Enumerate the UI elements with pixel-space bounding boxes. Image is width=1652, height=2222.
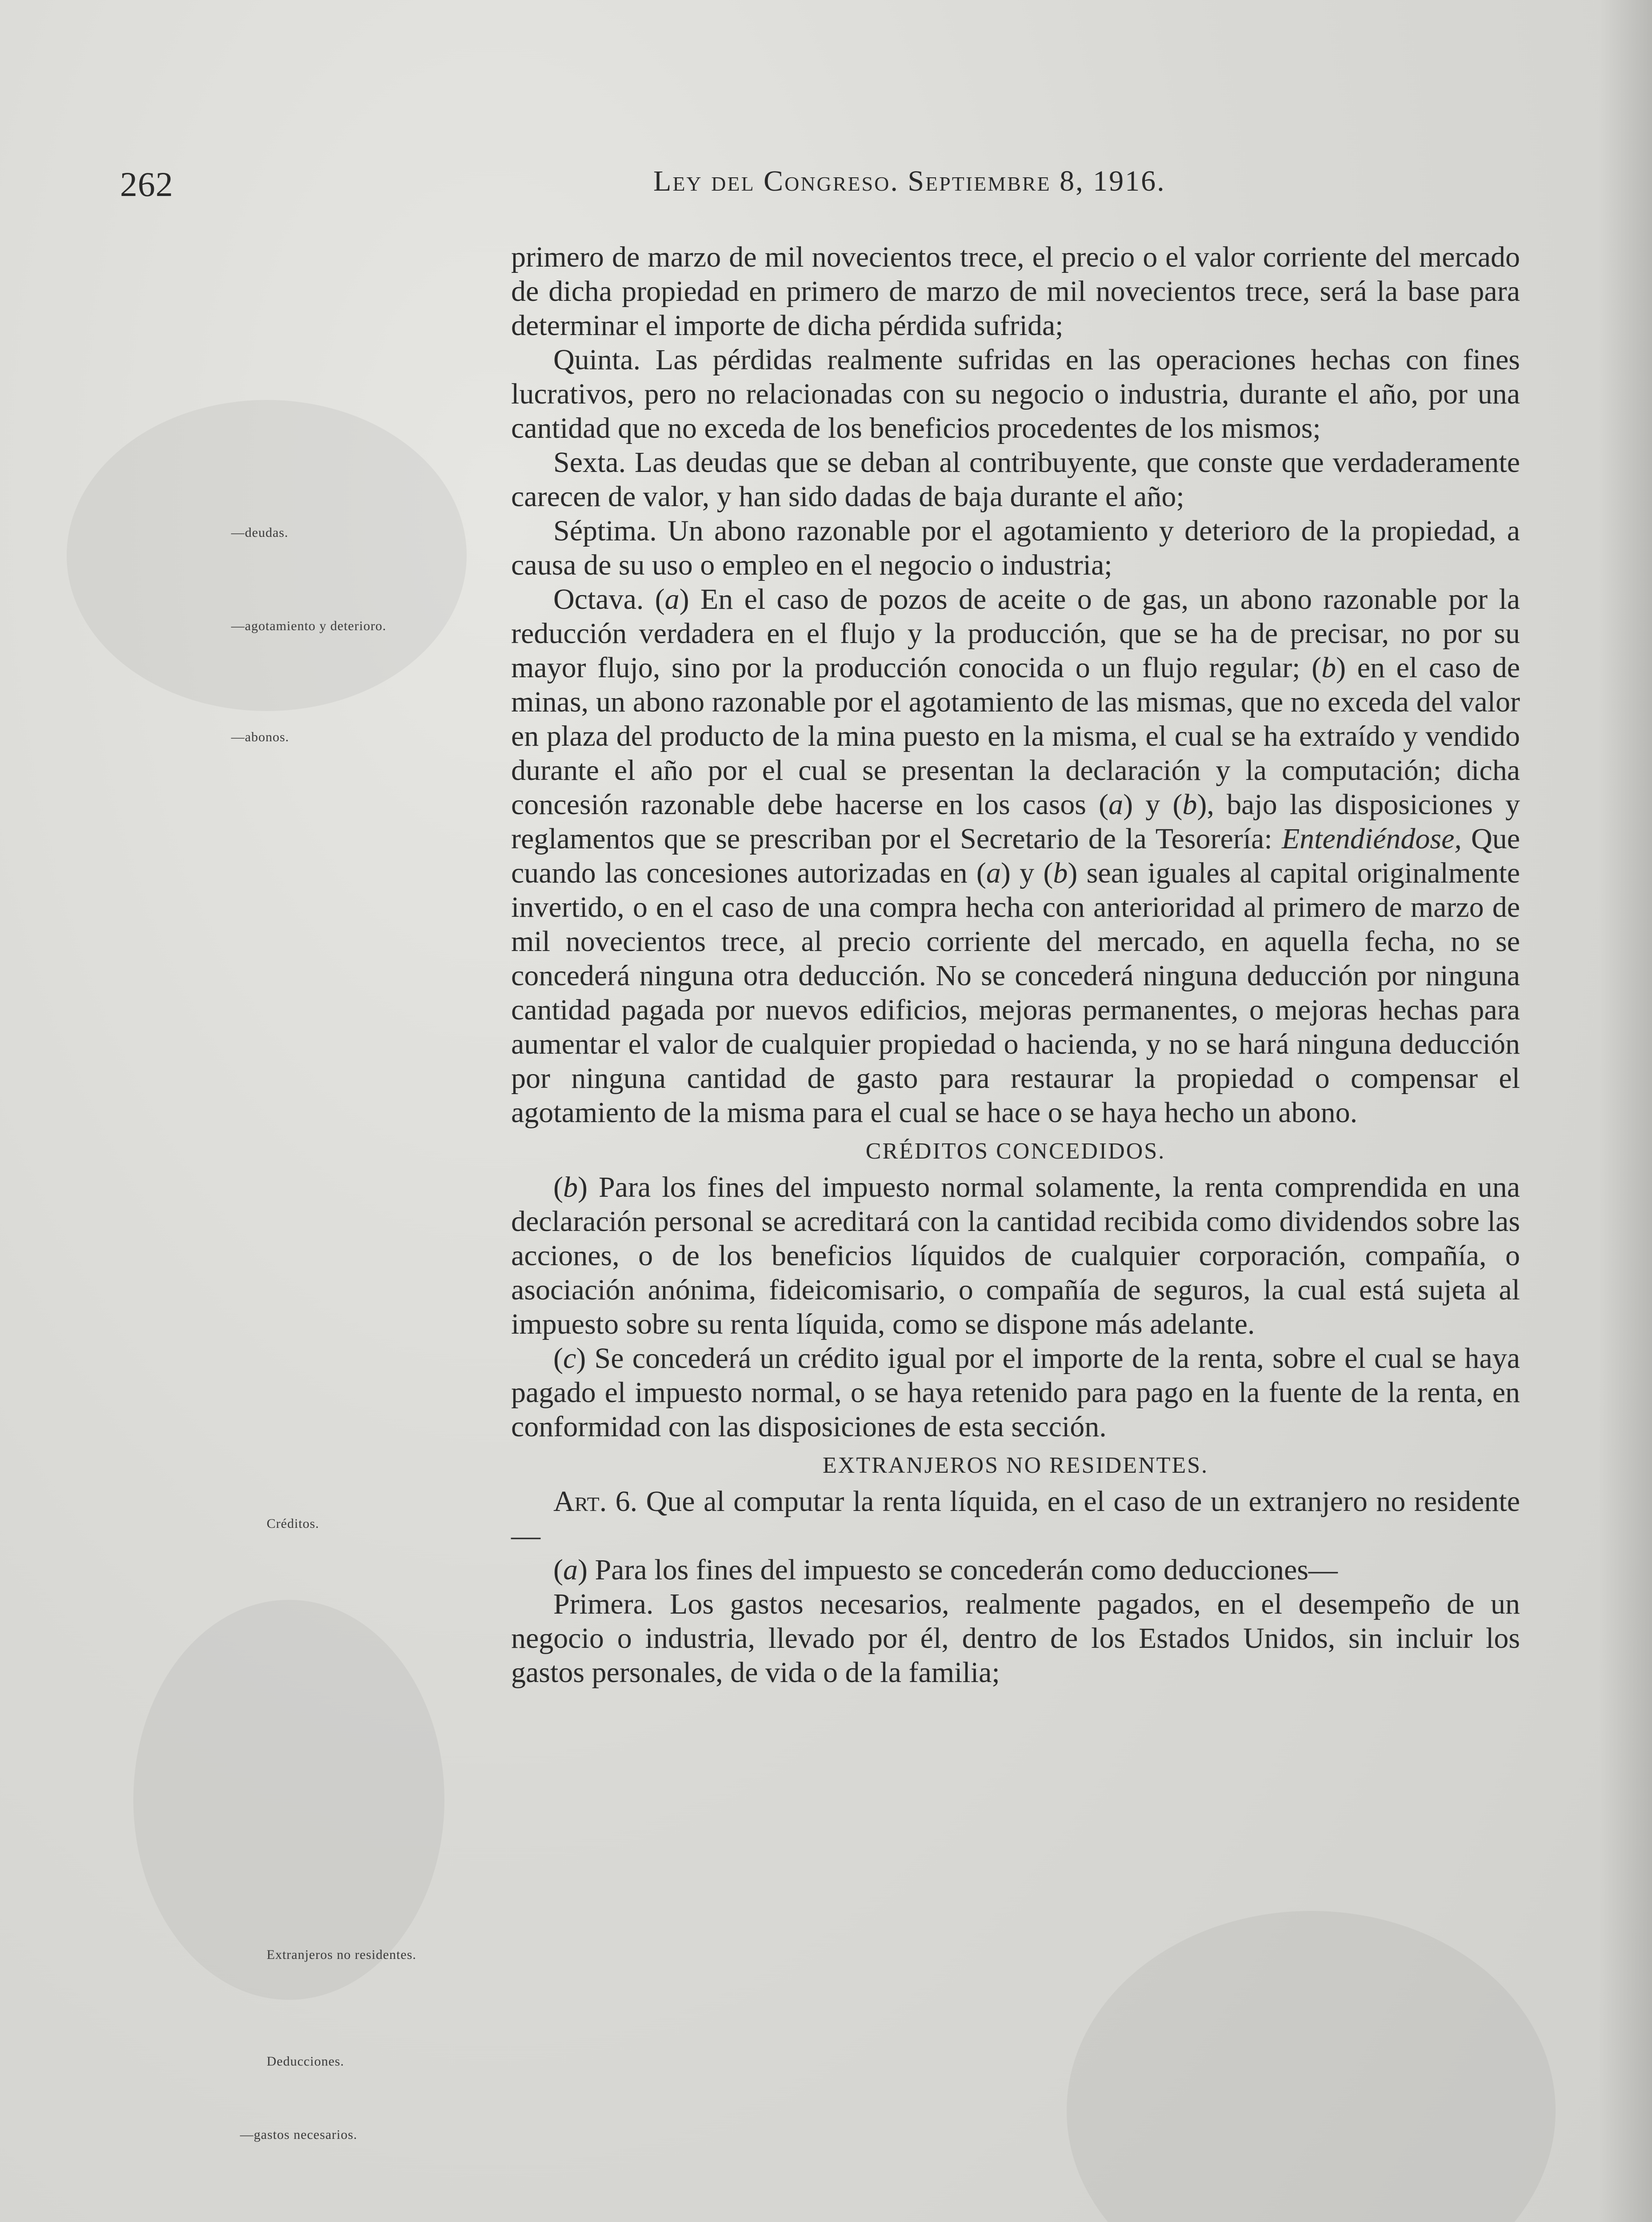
paragraph-continuation: primero de marzo de mil novecientos trece, el precio o el valor corriente del mercado de dicha propiedad en primero de marzo de mil novecientos trece, será la base para determinar el importe de dicha pérdida sufrida; — [511, 241, 1520, 342]
paragraph-credito-c: (c) Se concederá un crédito igual por el importe de la renta, sobre el cual se haya pagado el impuesto normal, o se haya retenido para pago en la fuente de la renta, en conformidad con las disposiciones de esta sección. — [511, 1342, 1520, 1443]
margin-note-gastos: —gastos necesarios. — [240, 2127, 357, 2142]
margin-note-creditos: Créditos. — [267, 1516, 320, 1531]
margin-note-deducciones: Deducciones. — [267, 2054, 344, 2069]
paper-stain — [1067, 1911, 1556, 2222]
margin-note-deudas: —deudas. — [231, 525, 288, 540]
section-heading-creditos: CRÉDITOS CONCEDIDOS. — [865, 1139, 1166, 1164]
paragraph-art-6: Art. 6. Que al computar la renta líquida, en el caso de un extranjero no residente— — [511, 1485, 1520, 1552]
paragraph-octava: Octava. (a) En el caso de pozos de aceite o de gas, un abono razonable por la reducción verdadera en el flujo y la producción, que se ha de precisar, no por su mayor flujo, sino por la producción conocida o un flujo regular; (b) en el caso de minas, un abono razonable por el agotamiento de las mismas, que no exceda del valor en plaza del producto de la mina puesto en la misma, el cual se ha extraído y vendido durante el año por el cual se presentan la declaración y la computación; dicha concesión razonable debe hacerse en los casos (a) y (b), bajo las disposiciones y reglamentos que se prescriban por el Secretario de la Tesorería: Entendiéndose, Que cuando las concesiones autorizadas en (a) y (b) sean iguales al capital originalmente invertido, o en el caso de una compra hecha con anterioridad al primero de marzo de mil novecientos trece, al precio corriente del mercado, en aquella fecha, no se concederá ninguna otra deducción. No se concederá ninguna deducción por ninguna cantidad pagada por nuevos edificios, mejoras permanentes, o mejoras hechas para aumentar el valor de cualquier propiedad o hacienda, y no se hará ninguna deducción por ninguna cantidad de gasto para restaurar la propiedad o compensar el agotamiento de la misma para el cual se hace o se haya hecho un abono. — [511, 583, 1520, 1129]
margin-note-agotamiento: —agotamiento y deterioro. — [231, 619, 387, 633]
paper-stain — [133, 1600, 444, 2000]
section-heading-extranjeros: EXTRANJEROS NO RESIDENTES. — [822, 1453, 1209, 1478]
paragraph-deducciones-a: (a) Para los fines del impuesto se concederán como deducciones— — [553, 1554, 1338, 1586]
paragraph-quinta: Quinta. Las pérdidas realmente sufridas en las operaciones hechas con fines lucrativos, pero no relacionadas con su negocio o industria, durante el año, por una cantidad que no exceda de los beneficios procedentes de los mismos; — [511, 344, 1520, 444]
margin-note-extranjeros: Extranjeros no residentes. — [267, 1947, 416, 1962]
paragraph-sexta: Sexta. Las deudas que se deban al contribuyente, que conste que verdaderamente carecen de valor, y han sido dadas de baja durante el año; — [511, 446, 1520, 513]
paragraph-credito-b: (b) Para los fines del impuesto normal solamente, la renta comprendida en una declaración personal se acreditará con la cantidad recibida como dividendos sobre las acciones, o de los beneficios líquidos de cualquier corporación, compañía, o asociación anónima, fideicomisario, o compañía de seguros, la cual está sujeta al impuesto sobre su renta líquida, como se dispone más adelante. — [511, 1171, 1520, 1340]
paragraph-primera: Primera. Los gastos necesarios, realmente pagados, en el desempeño de un negocio o industria, llevado por él, dentro de los Estados Unidos, sin incluir los gastos personales, de vida o de la familia; — [511, 1588, 1520, 1689]
page-edge-shadow — [1599, 0, 1652, 2222]
body-text — [511, 240, 1520, 1690]
margin-note-abonos: —abonos. — [231, 730, 289, 744]
page-number: 262 — [120, 165, 173, 204]
paper-stain — [67, 400, 467, 711]
paragraph-septima: Séptima. Un abono razonable por el agotamiento y deterioro de la propiedad, a causa de su uso o empleo en el negocio o industria; — [511, 515, 1520, 581]
running-header: Ley del Congreso. Septiembre 8, 1916. — [653, 165, 1166, 197]
